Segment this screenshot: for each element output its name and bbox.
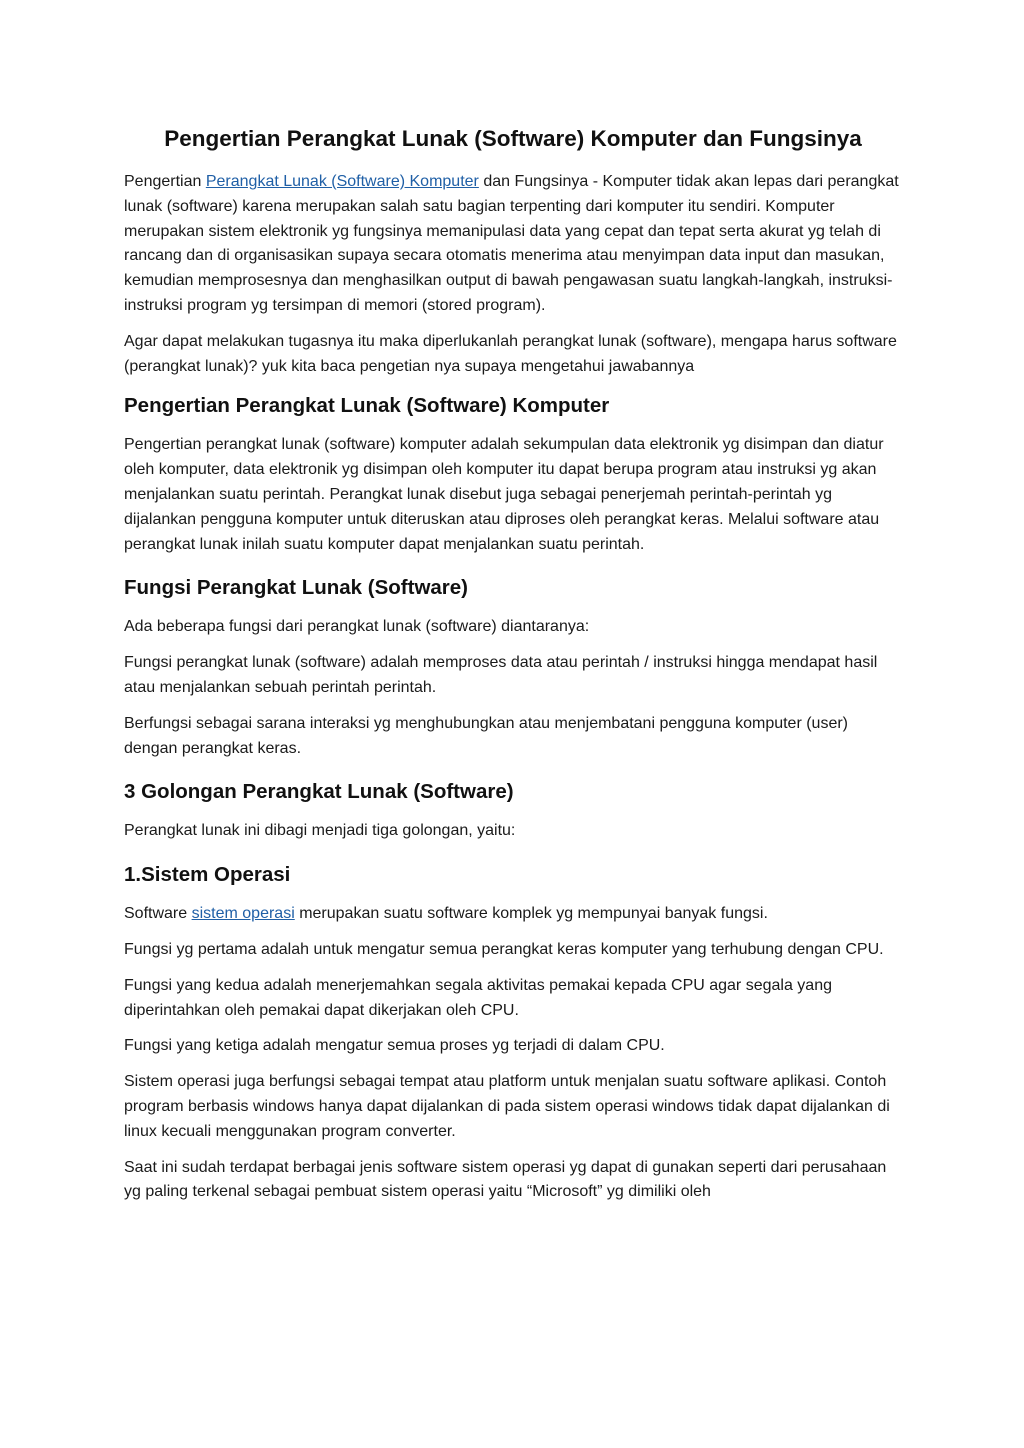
heading-golongan: 3 Golongan Perangkat Lunak (Software) xyxy=(124,780,514,804)
heading-pengertian: Pengertian Perangkat Lunak (Software) Komputer xyxy=(124,394,610,418)
document-body xyxy=(124,124,902,1216)
golongan-paragraph: Perangkat lunak ini dibagi menjadi tiga golongan, yaitu: xyxy=(124,822,516,840)
fungsi-paragraph-1: Ada beberapa fungsi dari perangkat lunak (software) diantaranya: xyxy=(124,618,590,636)
sistem-operasi-link[interactable]: sistem operasi xyxy=(191,905,295,923)
sistem-operasi-paragraph-1 xyxy=(124,902,902,927)
document-title: Pengertian Perangkat Lunak (Software) Komputer dan Fungsinya xyxy=(164,126,862,151)
pengertian-paragraph: Pengertian perangkat lunak (software) komputer adalah sekumpulan data elektronik yg disimpan dan diatur oleh komputer, data elektronik yg disimpan oleh komputer itu dapat berupa program atau instruksi yg akan menjalankan suatu perintah. Perangkat lunak disebut juga sebagai penerjemah perintah-perintah yg dijalankan pengguna komputer untuk diteruskan atau diproses oleh perangkat keras. Melalui software atau perangkat lunak inilah suatu komputer dapat menjalankan suatu perintah. xyxy=(124,436,884,553)
sistem-operasi-paragraph-3: Fungsi yang kedua adalah menerjemahkan segala aktivitas pemakai kepada CPU agar segala yang diperintahkan oleh pemakai dapat dikerjakan oleh CPU. xyxy=(124,976,832,1019)
intro-paragraph xyxy=(124,170,902,319)
sistem-operasi-paragraph-5: Sistem operasi juga berfungsi sebagai tempat atau platform untuk menjalan suatu software aplikasi. Contoh program berbasis windows hanya dapat dijalankan di pada sistem operasi windows tidak dapat dijalankan di linux kecuali menggunakan program converter. xyxy=(124,1073,890,1140)
sistem-operasi-paragraph-2: Fungsi yg pertama adalah untuk mengatur semua perangkat keras komputer yang terhubung dengan CPU. xyxy=(124,940,884,958)
intro-paragraph-2: Agar dapat melakukan tugasnya itu maka diperlukanlah perangkat lunak (software), mengapa harus software (perangkat lunak)? yuk kita baca pengetian nya supaya mengetahui jawabannya xyxy=(124,332,897,375)
fungsi-paragraph-3: Berfungsi sebagai sarana interaksi yg menghubungkan atau menjembatani pengguna komputer (user) dengan perangkat keras. xyxy=(124,714,849,757)
heading-fungsi: Fungsi Perangkat Lunak (Software) xyxy=(124,576,468,600)
sistem-operasi-text-after-link: merupakan suatu software komplek yg mempunyai banyak fungsi. xyxy=(294,905,768,923)
sistem-operasi-text-before-link: Software xyxy=(124,905,192,923)
sistem-operasi-paragraph-4: Fungsi yang ketiga adalah mengatur semua proses yg terjadi di dalam CPU. xyxy=(124,1037,665,1055)
heading-sistem-operasi: 1.Sistem Operasi xyxy=(124,863,291,887)
sistem-operasi-paragraph-6: Saat ini sudah terdapat berbagai jenis software sistem operasi yg dapat di gunakan seperti dari perusahaan yg paling terkenal sebagai pembuat sistem operasi yaitu “Microsoft” yg dimiliki oleh xyxy=(124,1158,887,1201)
intro-text-after-link: dan Fungsinya - Komputer tidak akan lepas dari perangkat lunak (software) karena merupakan salah satu bagian terpenting dari komputer itu sendiri. Komputer merupakan sistem elektronik yg fungsinya memanipulasi data yang cepat dan tepat serta akurat yg telah di rancang dan di organisasikan supaya secara otomatis menerima atau menyimpan data input dan masukan, kemudian memprosesnya dan menghasilkan output di bawah pengawasan suatu langkah-langkah, instruksi-instruksi program yg tersimpan di memori (stored program). xyxy=(124,173,899,314)
fungsi-paragraph-2: Fungsi perangkat lunak (software) adalah memproses data atau perintah / instruksi hingga mendapat hasil atau menjalankan sebuah perintah perintah. xyxy=(124,654,878,696)
intro-text-before-link: Pengertian xyxy=(124,173,206,190)
perangkat-lunak-link[interactable]: Perangkat Lunak (Software) Komputer xyxy=(205,173,479,190)
